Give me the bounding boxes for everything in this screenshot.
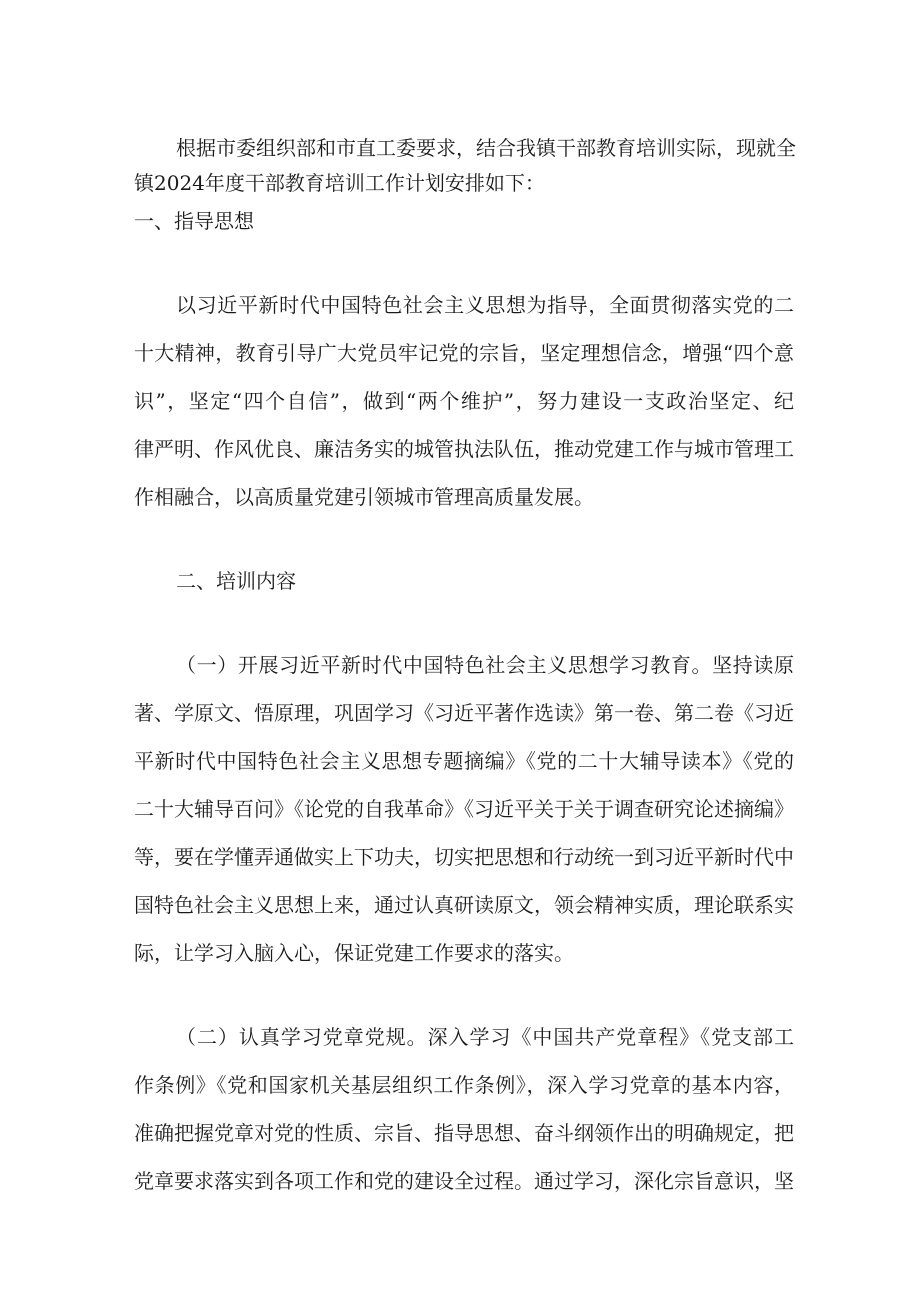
section1-line-1: 以习近平新时代中国特色社会主义思想为指导，全面贯彻落实党的二 [176,293,794,317]
item1-line-1: （一）开展习近平新时代中国特色社会主义思想学习教育。坚持读原 [176,653,794,677]
item1-line-2: 著、学原文、悟原理，巩固学习《习近平著作选读》第一卷、第二卷《习近 [134,701,794,725]
item1-line-6: 国特色社会主义思想上来，通过认真研读原文，领会精神实质，理论联系实 [134,893,794,917]
intro-line-2: 镇2024年度干部教育培训工作计划安排如下： [134,171,545,195]
section1-line-2: 十大精神，教育引导广大党员牢记党的宗旨，坚定理想信念，增强“四个意 [134,341,794,365]
item1-line-7: 际，让学习入脑入心，保证党建工作要求的落实。 [134,941,574,965]
item1-line-4: 二十大辅导百问》《论党的自我革命》《习近平关于关于调查研究论述摘编》 [134,797,794,821]
section1-line-5: 作相融合，以高质量党建引领城市管理高质量发展。 [134,485,594,509]
section1-line-4: 律严明、作风优良、廉洁务实的城管执法队伍，推动党建工作与城市管理工 [134,437,794,461]
item2-line-4: 党章要求落实到各项工作和党的建设全过程。通过学习，深化宗旨意识，坚 [134,1169,794,1193]
section-heading-guiding-thought: 一、指导思想 [134,209,254,233]
item1-line-5: 等，要在学懂弄通做实上下功夫，切实把思想和行动统一到习近平新时代中 [134,845,794,869]
item2-line-3: 准确把握党章对党的性质、宗旨、指导思想、奋斗纲领作出的明确规定，把 [134,1121,794,1145]
item1-line-3: 平新时代中国特色社会主义思想专题摘编》《党的二十大辅导读本》《党的 [134,749,794,773]
section1-line-3: 识”，坚定“四个自信”，做到“两个维护”，努力建设一支政治坚定、纪 [134,389,794,413]
item2-line-1: （二）认真学习党章党规。深入学习《中国共产党章程》《党支部工 [176,1025,794,1049]
intro-line-1: 根据市委组织部和市直工委要求，结合我镇干部教育培训实际，现就全 [176,136,796,160]
section-heading-training-content: 二、培训内容 [176,569,296,593]
item2-line-2: 作条例》《党和国家机关基层组织工作条例》，深入学习党章的基本内容， [134,1073,794,1097]
